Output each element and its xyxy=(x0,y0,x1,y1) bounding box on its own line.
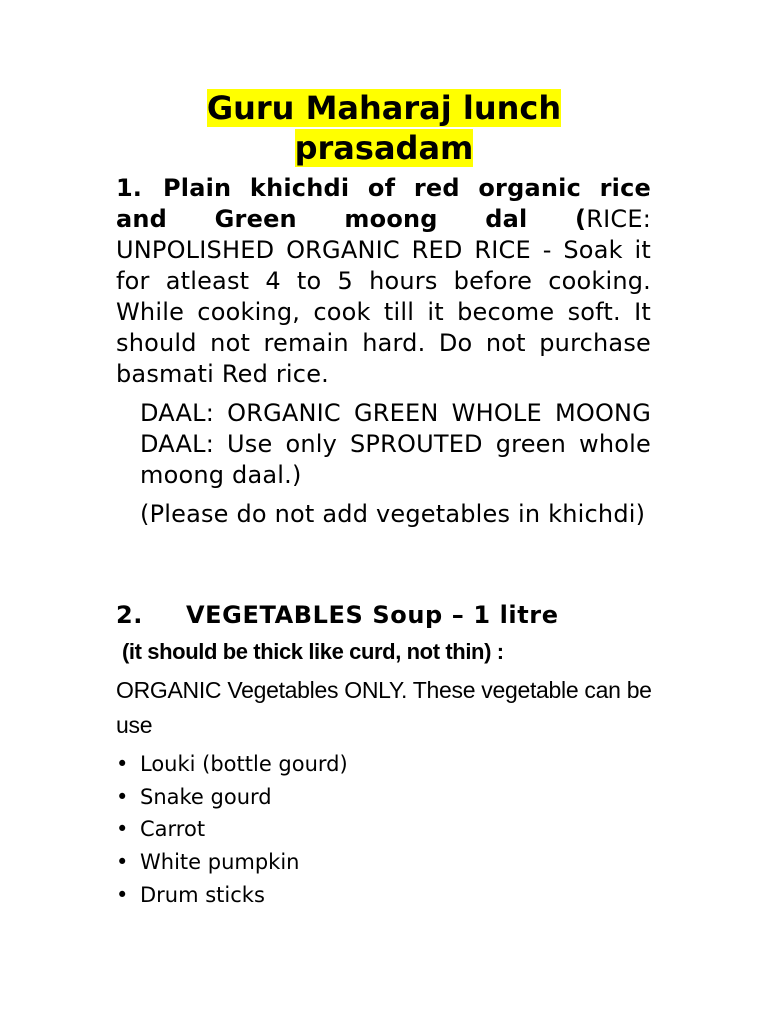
item-1-daal-paragraph: DAAL: ORGANIC GREEN WHOLE MOONG DAAL: Use only SPROUTED green whole moong daal.) xyxy=(140,399,651,489)
item-1-note-paragraph: (Please do not add vegetables in khichdi) xyxy=(140,500,646,528)
item-1-heading: Plain khichdi of red organic rice and Green moong dal ( xyxy=(116,174,651,233)
list-item xyxy=(116,748,348,781)
bullet-icon: • xyxy=(116,752,129,776)
item-1-number: 1. xyxy=(116,174,142,202)
bullet-icon: • xyxy=(116,784,129,809)
list-item xyxy=(116,879,348,912)
item-2-number: 2. xyxy=(116,601,144,629)
vegetable-label: Snake gourd xyxy=(140,784,272,809)
item-1-body xyxy=(116,173,651,538)
item-2-title: VEGETABLES Soup – 1 litre xyxy=(186,601,559,629)
list-item xyxy=(116,846,348,879)
vegetable-label: Louki (bottle gourd) xyxy=(140,752,348,776)
item-1-rice-text: RICE: UNPOLISHED ORGANIC RED RICE - Soak it for atleast 4 to 5 hours before cooking. While cooking, cook till it become soft. It should not remain hard. Do not purchase basmati Red rice. xyxy=(116,205,651,388)
list-item xyxy=(116,813,348,846)
item-2-consistency-note: (it should be thick like curd, not thin) : xyxy=(122,639,504,664)
vegetable-label: Drum sticks xyxy=(140,882,265,907)
title-line-1: Guru Maharaj lunch xyxy=(206,89,562,127)
vegetable-list xyxy=(116,748,348,912)
list-item xyxy=(116,781,348,814)
item-2-intro: ORGANIC Vegetables ONLY. These vegetable can be use xyxy=(116,677,652,738)
title-line-2: prasadam xyxy=(294,129,474,167)
bullet-icon: • xyxy=(116,882,129,907)
item-1-main-paragraph xyxy=(116,173,651,390)
bullet-icon: • xyxy=(116,850,129,875)
page-title xyxy=(0,88,768,168)
vegetable-label: Carrot xyxy=(140,817,206,842)
vegetable-label: White pumpkin xyxy=(140,850,300,875)
item-2-heading xyxy=(116,600,676,631)
bullet-icon: • xyxy=(116,817,129,842)
